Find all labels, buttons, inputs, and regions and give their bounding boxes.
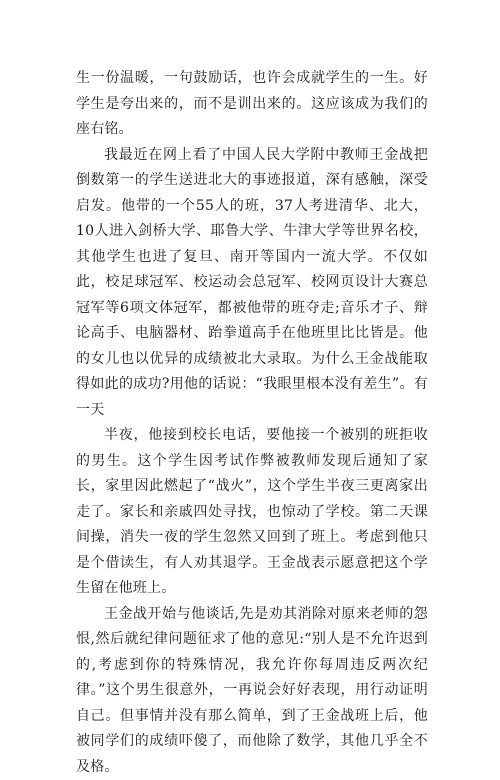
paragraph-4: 王金战开始与他谈话,先是劝其消除对原来老师的怨恨,然后就纪律问题征求了他的意见:“别人是不允许迟到的,考虑到你的特殊情况，我允许你每周违反两次纪律。”这个男生很意外，一再说会好好表现，用行动证明自己。但事情并没有那么简单，到了王金战班上后，他被同学们的成绩吓傻了，而他除了数学，其他几乎全不及格。 (76, 602, 428, 780)
paragraph-2: 我最近在网上看了中国人民大学附中教师王金战把倒数第一的学生送进北大的事迹报道，深有感触，深受启发。他带的一个55人的班，37人考进清华、北大，10人进入剑桥大学、耶鲁大学、牛津大学等世界名校，其他学生也进了复旦、南开等国内一流大学。不仅如此，校足球冠军、校运动会总冠军、校网页设计大赛总冠军等6项文体冠军，都被他带的班夺走;音乐才子、辩论高手、电脑器材、跆拳道高手在他班里比比皆是。他的女儿也以优异的成绩被北大录取。为什么王金战能取得如此的成功?用他的话说：“我眼里根本没有差生”。有一天 (76, 143, 428, 424)
paragraph-1: 生一份温暖，一句鼓励话，也许会成就学生的一生。好学生是夸出来的，而不是训出来的。这应该成为我们的座右铭。 (76, 66, 428, 143)
document-body (76, 66, 428, 780)
paragraph-3: 半夜，他接到校长电话，要他接一个被别的班拒收的男生。这个学生因考试作弊被教师发现后通知了家长，家里因此燃起了“战火”，这个学生半夜三更离家出走了。家长和亲戚四处寻找，也惊动了学校。第二天课间操，消失一夜的学生忽然又回到了班上。考虑到他只是个借读生，有人劝其退学。王金战表示愿意把这个学生留在他班上。 (76, 423, 428, 602)
